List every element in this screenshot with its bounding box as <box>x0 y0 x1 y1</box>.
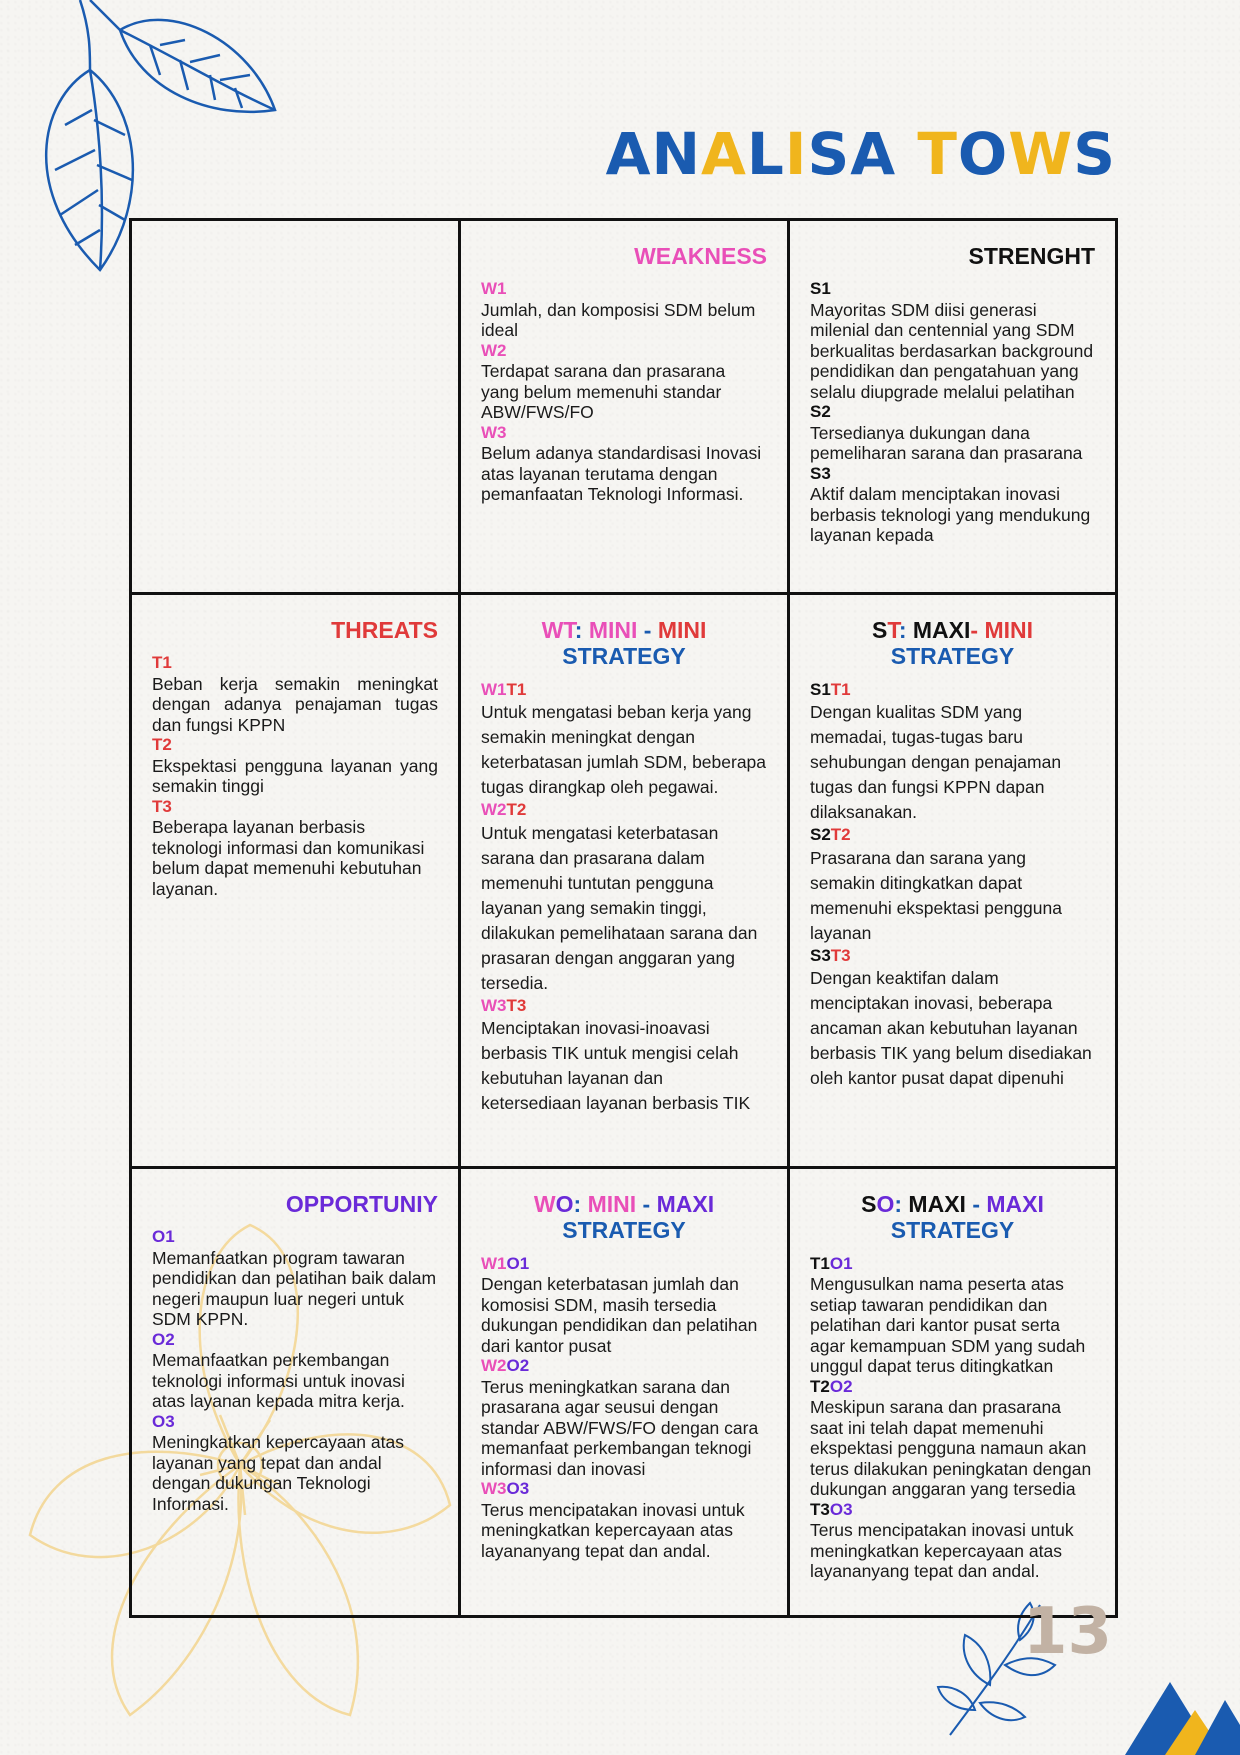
threat-code: T2 <box>152 735 172 755</box>
st-text: Dengan keaktifan dalam menciptakan inovasi, beberapa ancaman akan kebutuhan layanan berbasis TIK yang belum disediakan oleh kantor pusat dapat dipenuhi <box>810 968 1092 1089</box>
strength-code: S1 <box>810 279 831 299</box>
strength-text: Mayoritas SDM diisi generasi milenial dan centennial yang SDM berkualitas berdasarkan background pendidikan dan pengatahuan yang selalu diupgrade melalui pelatihan <box>810 299 1094 402</box>
st-code: S1T1 <box>810 679 851 699</box>
wo-heading: WO: MINI - MAXI STRATEGY <box>533 1191 715 1244</box>
opportunity-text: Memanfaatkan program tawaran pendidikan dan pelatihan baik dalam negeri maupun luar negeri untuk SDM KPPN. <box>152 1247 437 1330</box>
wt-text: Menciptakan inovasi-inoavasi berbasis TIK untuk mengisi celah kebutuhan layanan dan ketersediaan layanan berbasis TIK <box>481 1018 751 1114</box>
opportunity-code: O3 <box>152 1411 175 1431</box>
page-title: ANALISA TOWS <box>605 120 1116 188</box>
opportunity-code: O2 <box>152 1329 175 1349</box>
wt-text: Untuk mengatasi beban kerja yang semakin meningkat dengan keterbatasan jumlah SDM, beberapa tugas dirangkap oleh pegawai. <box>481 702 767 798</box>
wt-code: W2T2 <box>481 800 527 820</box>
strength-code: S3 <box>810 463 831 483</box>
strength-text: Tersedianya dukungan dana pemeliharan sarana dan prasarana <box>810 422 1083 464</box>
so-strategy-cell <box>790 1169 1115 1615</box>
wt-code: W1T1 <box>481 679 527 699</box>
threats-cell <box>132 595 461 1169</box>
weakness-heading: WEAKNESS <box>634 243 767 269</box>
tows-matrix <box>129 218 1118 1618</box>
weakness-code: W3 <box>481 422 507 442</box>
opportunity-cell <box>132 1169 461 1615</box>
weakness-text: Jumlah, dan komposisi SDM belum ideal <box>481 299 756 341</box>
opportunity-text: Memanfaatkan perkembangan teknologi informasi untuk inovasi atas layanan kepada mitra kerja. <box>152 1350 405 1412</box>
opportunity-text: Meningkatkan kepercayaan atas layanan yang tepat dan andal dengan dukungan Teknologi Informasi. <box>152 1432 404 1514</box>
st-heading: ST: MAXI- MINI STRATEGY <box>871 617 1034 670</box>
strength-text: Aktif dalam menciptakan inovasi berbasis teknologi yang mendukung layanan kepada <box>810 484 1091 546</box>
threat-text: Ekspektasi pengguna layanan yang semakin tinggi <box>152 755 438 797</box>
strength-heading: STRENGHT <box>968 243 1095 269</box>
opportunity-code: O1 <box>152 1227 175 1247</box>
wo-code: W2O2 <box>481 1356 530 1376</box>
st-text: Dengan kualitas SDM yang memadai, tugas-tugas baru sehubungan dengan penajaman tugas dan fungsi KPPN dapan dilaksanakan. <box>810 702 1062 823</box>
opportunity-heading: OPPORTUNIY <box>285 1191 438 1217</box>
weakness-cell <box>461 221 790 595</box>
mountain-shapes <box>1125 1680 1240 1755</box>
st-code: S3T3 <box>810 945 851 965</box>
so-text: Mengusulkan nama peserta atas setiap tawaran pendidikan dan pelatihan dari kantor pusat serta agar kemampuan SDM yang sudah unggul dapat terus ditingkatkan <box>810 1274 1086 1377</box>
so-code: T2O2 <box>810 1376 853 1396</box>
threat-text: Beban kerja semakin meningkat dengan adanya penajaman tugas dan fungsi KPPN <box>152 673 438 735</box>
page-number: 13 <box>1022 1595 1112 1669</box>
wo-code: W1O1 <box>481 1253 530 1273</box>
so-code: T1O1 <box>810 1253 853 1273</box>
strength-cell <box>790 221 1115 595</box>
so-text: Terus mencipatakan inovasi untuk meningkatkan kepercayaan atas layananyang tepat dan andal. <box>810 1520 1074 1582</box>
st-code: S2T2 <box>810 825 851 845</box>
empty-corner-cell <box>132 221 461 595</box>
so-code: T3O3 <box>810 1499 853 1519</box>
strength-code: S2 <box>810 402 831 422</box>
wt-strategy-cell <box>461 595 790 1169</box>
wo-strategy-cell <box>461 1169 790 1615</box>
wo-text: Terus meningkatkan sarana dan prasarana agar seusui dengan standar ABW/FWS/FO dengan cara memanfaat perkembangan teknogi informasi dan inovasi <box>481 1376 759 1479</box>
weakness-code: W2 <box>481 340 507 360</box>
wo-text: Terus mencipatakan inovasi untuk meningkatkan kepercayaan atas layananyang tepat dan andal. <box>481 1499 745 1561</box>
so-text: Meskipun sarana dan prasarana saat ini telah dapat memenuhi ekspektasi pengguna namaun akan terus dilakukan peningkatan dengan dukungan anggaran yang tersedia <box>810 1397 1092 1500</box>
weakness-text: Terdapat sarana dan prasarana yang belum memenuhi standar ABW/FWS/FO <box>481 361 726 423</box>
wt-code: W3T3 <box>481 995 527 1015</box>
wt-heading: WT: MINI - MINI STRATEGY <box>541 617 707 670</box>
threats-heading: THREATS <box>331 617 438 643</box>
threat-code: T1 <box>152 653 172 673</box>
weakness-text: Belum adanya standardisasi Inovasi atas layanan terutama dengan pemanfaatan Teknologi Informasi. <box>481 443 762 505</box>
so-heading: SO: MAXI - MAXI STRATEGY <box>861 1191 1044 1244</box>
wo-code: W3O3 <box>481 1479 530 1499</box>
wt-text: Untuk mengatasi keterbatasan sarana dan prasarana dalam memenuhi tuntutan pengguna layanan yang semakin tinggi, dilakukan pemelihataan sarana dan prasaran dengan anggaran yang tersedia. <box>481 822 758 993</box>
weakness-code: W1 <box>481 279 507 299</box>
threat-text: Beberapa layanan berbasis teknologi informasi dan komunikasi belum dapat memenuhi kebutuhan layanan. <box>152 817 425 899</box>
st-text: Prasarana dan sarana yang semakin ditingkatkan dapat memenuhi ekspektasi pengguna layanan <box>810 847 1062 943</box>
st-strategy-cell <box>790 595 1115 1169</box>
wo-text: Dengan keterbatasan jumlah dan komosisi SDM, masih tersedia dukungan pendidikan dan pelatihan dari kantor pusat <box>481 1274 758 1356</box>
threat-code: T3 <box>152 796 172 816</box>
